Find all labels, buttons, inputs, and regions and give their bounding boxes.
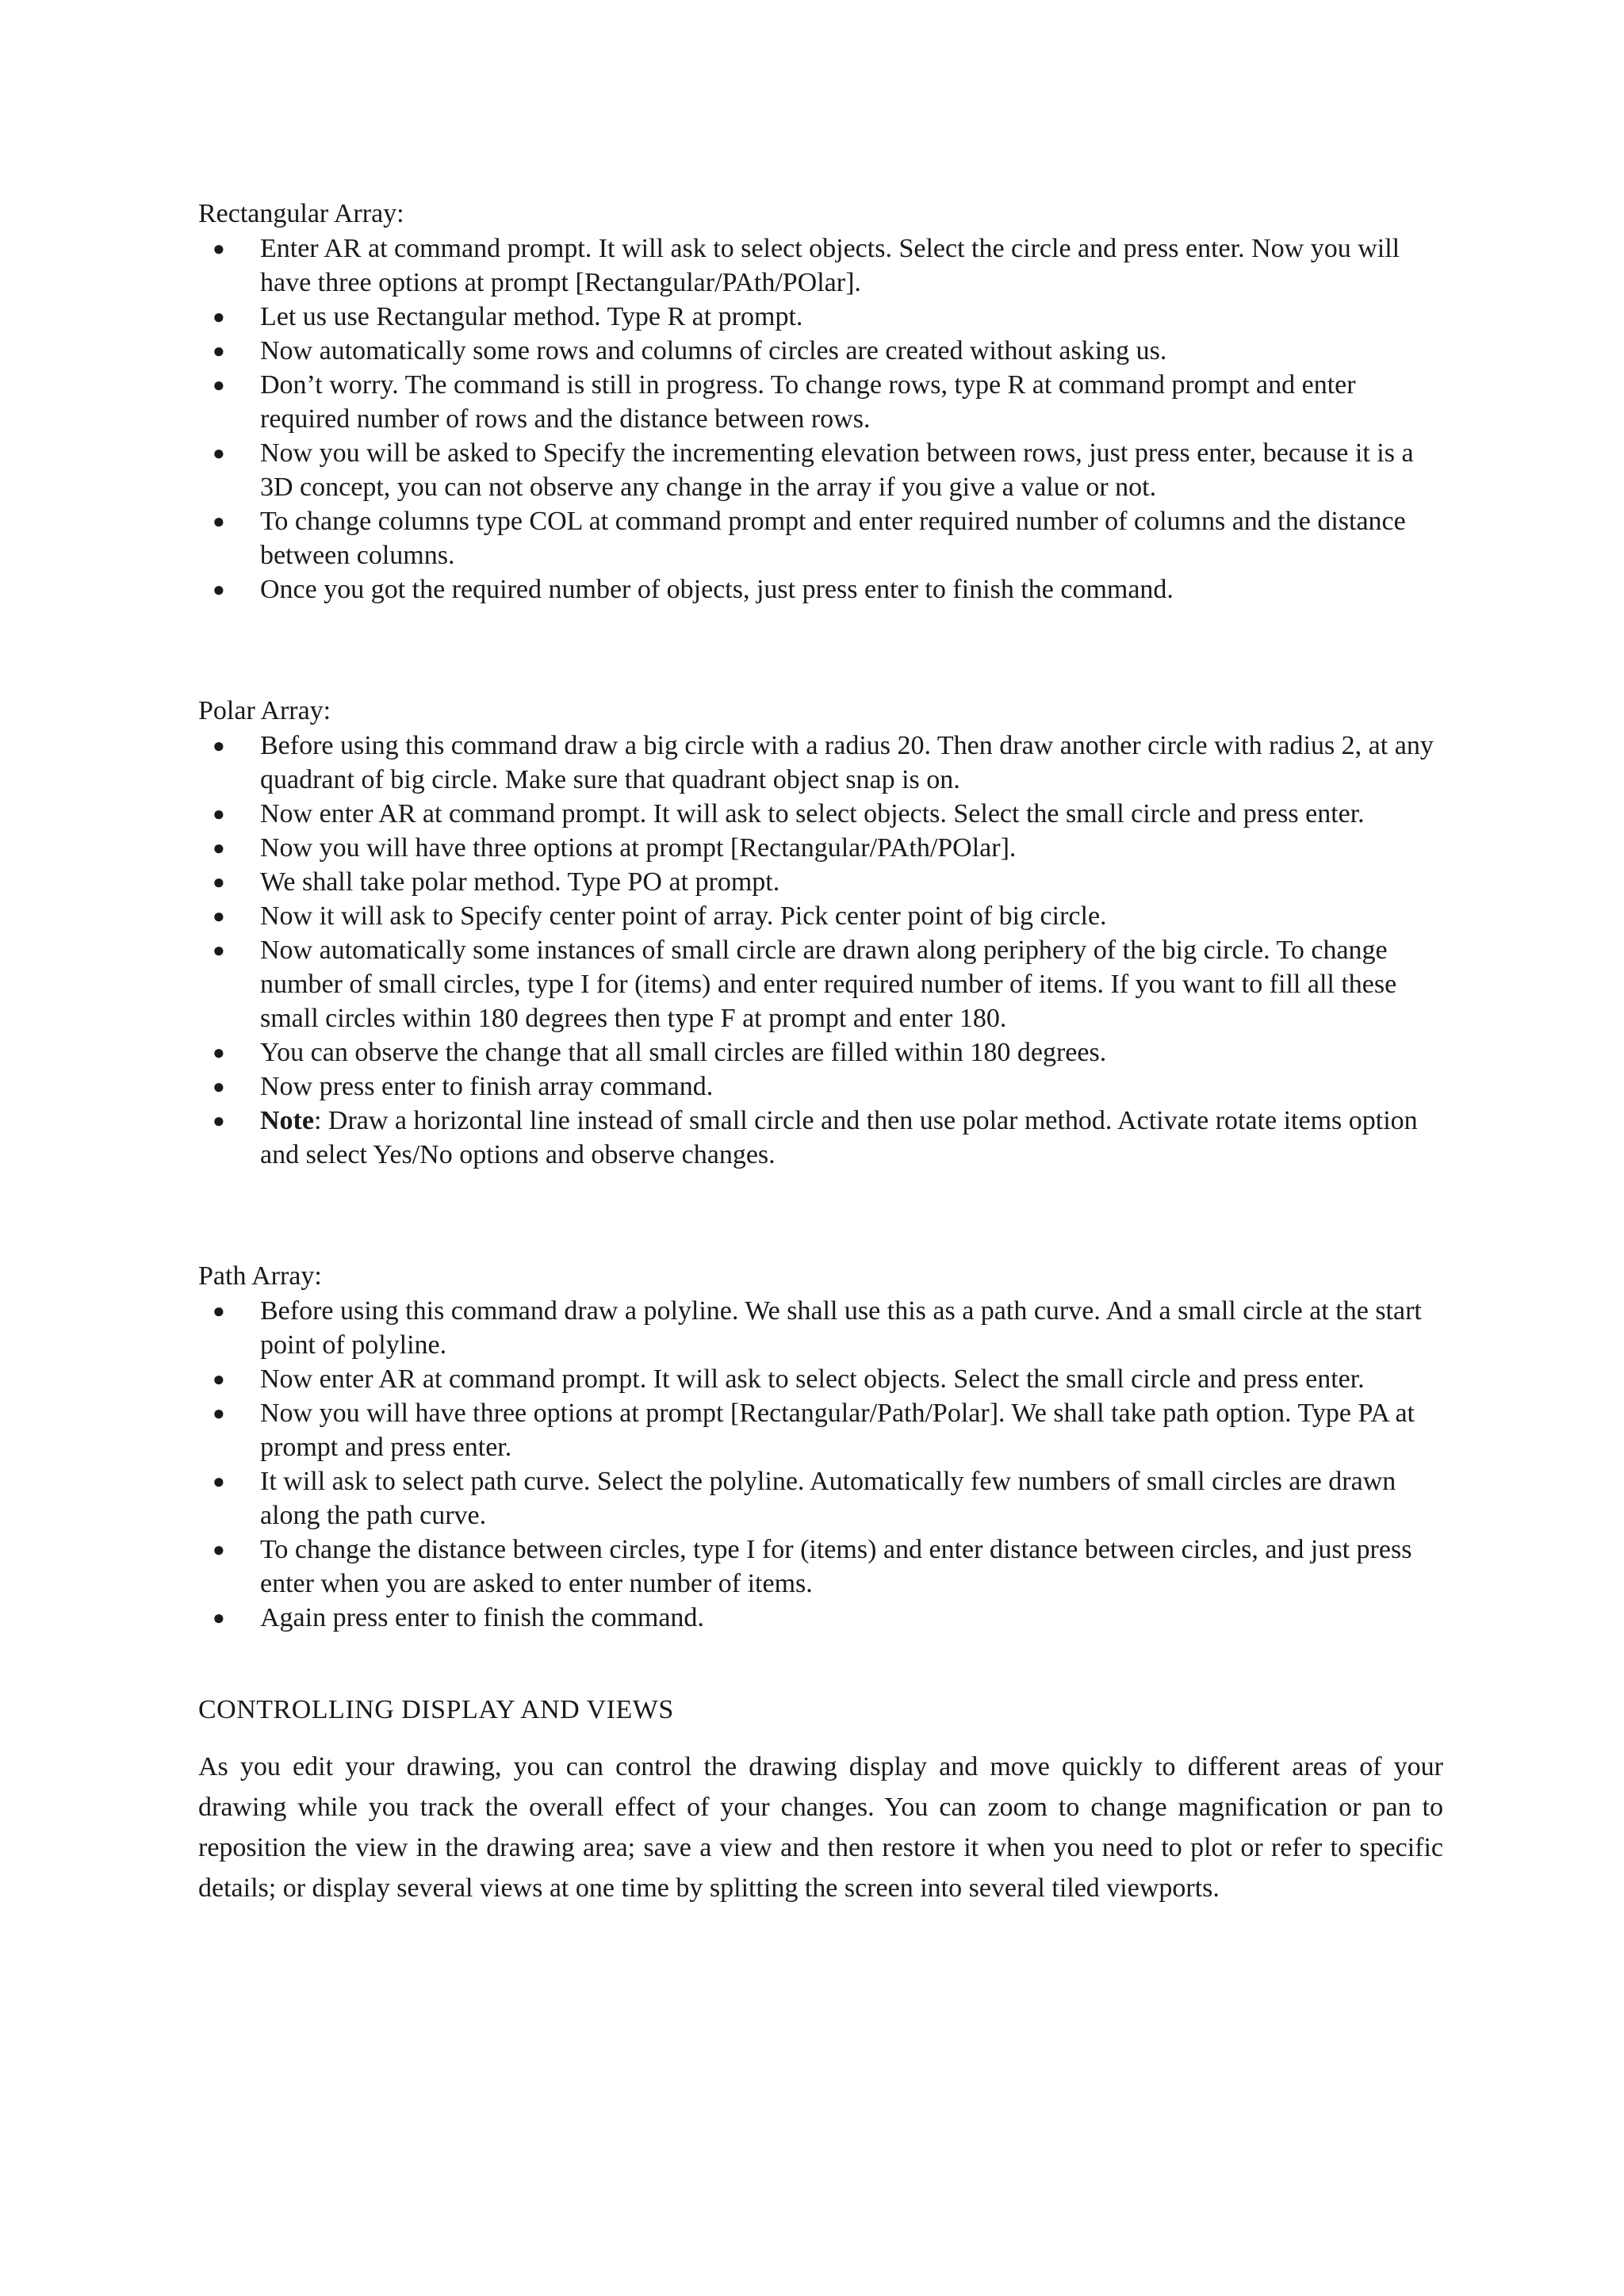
list-item-text: Don’t worry. The command is still in progress. To change rows, type R at command prompt and enter required number of rows and the distance between rows. xyxy=(260,370,1356,434)
list-item-text: Now automatically some instances of small circle are drawn along periphery of the big circle. To change number of small circles, type I for (items) and enter required number of items. If you want to fill all these small circles within 180 degrees then type F at prompt and enter 180. xyxy=(260,936,1397,1033)
list-item xyxy=(198,1362,1443,1396)
bullet-icon: ● xyxy=(213,871,225,894)
bullet-icon: ● xyxy=(213,1538,225,1561)
list-item-text: Let us use Rectangular method. Type R at prompt. xyxy=(260,302,803,331)
note-text: : Draw a horizontal line instead of small circle and then use polar method. Activate rotate items option and select Yes/No options and observe changes. xyxy=(260,1106,1418,1169)
path-array-heading: Path Array: xyxy=(198,1261,322,1291)
list-item-text: Now automatically some rows and columns of circles are created without asking us. xyxy=(260,336,1167,365)
polar-array-list xyxy=(198,729,1443,1172)
bullet-icon: ● xyxy=(213,1470,225,1493)
bullet-icon: ● xyxy=(213,373,225,396)
bullet-icon: ● xyxy=(213,305,225,328)
list-item-text: Before using this command draw a big circle with a radius 20. Then draw another circle with radius 2, at any quadrant of big circle. Make sure that quadrant object snap is on. xyxy=(260,731,1434,794)
list-item xyxy=(198,1070,1443,1104)
list-item-text: Now press enter to finish array command. xyxy=(260,1072,714,1101)
list-item xyxy=(198,334,1443,368)
list-item-text: Now you will be asked to Specify the incrementing elevation between rows, just press enter, because it is a 3D concept, you can not observe any change in the array if you give a value or not. xyxy=(260,438,1414,502)
list-item xyxy=(198,368,1443,436)
bullet-icon: ● xyxy=(213,734,225,757)
bullet-icon: ● xyxy=(213,905,225,928)
bullet-icon: ● xyxy=(213,237,225,260)
bullet-icon: ● xyxy=(213,339,225,362)
list-item xyxy=(198,1396,1443,1464)
rectangular-array-list xyxy=(198,232,1443,607)
list-item xyxy=(198,729,1443,797)
path-array-list xyxy=(198,1294,1443,1635)
list-item xyxy=(198,899,1443,933)
bullet-icon: ● xyxy=(213,442,225,465)
bullet-icon: ● xyxy=(213,1368,225,1391)
list-item xyxy=(198,300,1443,334)
list-item-text: Now it will ask to Specify center point of array. Pick center point of big circle. xyxy=(260,901,1107,931)
rectangular-array-heading: Rectangular Array: xyxy=(198,199,404,228)
list-item xyxy=(198,1533,1443,1601)
list-item-text: Once you got the required number of objects, just press enter to finish the command. xyxy=(260,575,1174,604)
list-item-text: Again press enter to finish the command. xyxy=(260,1603,704,1632)
list-item-text: Now enter AR at command prompt. It will ask to select objects. Select the small circle and press enter. xyxy=(260,1364,1365,1394)
bullet-icon: ● xyxy=(213,802,225,825)
list-item xyxy=(198,1294,1443,1362)
document-page xyxy=(198,197,1443,1908)
list-item xyxy=(198,572,1443,607)
list-item xyxy=(198,797,1443,831)
list-item-text: To change the distance between circles, type I for (items) and enter distance between circles, and just press enter when you are asked to enter number of items. xyxy=(260,1535,1412,1598)
list-item-text: You can observe the change that all small circles are filled within 180 degrees. xyxy=(260,1038,1107,1067)
list-item xyxy=(198,1035,1443,1070)
bullet-icon: ● xyxy=(213,939,225,962)
list-item xyxy=(198,1601,1443,1635)
note-label: Note xyxy=(260,1106,314,1135)
list-item xyxy=(198,436,1443,504)
bullet-icon: ● xyxy=(213,1606,225,1629)
list-item xyxy=(198,1464,1443,1533)
bullet-icon: ● xyxy=(213,578,225,601)
list-item-text: To change columns type COL at command prompt and enter required number of columns and the distance between columns. xyxy=(260,507,1406,570)
list-item-text: Enter AR at command prompt. It will ask to select objects. Select the circle and press enter. Now you will have three options at prompt [Rectangular/PAth/POlar]. xyxy=(260,234,1400,297)
list-item-text: Before using this command draw a polyline. We shall use this as a path curve. And a small circle at the start point of polyline. xyxy=(260,1296,1422,1360)
bullet-icon: ● xyxy=(213,510,225,533)
bullet-icon: ● xyxy=(213,836,225,859)
list-item xyxy=(198,865,1443,899)
list-item-text: Now you will have three options at prompt [Rectangular/PAth/POlar]. xyxy=(260,833,1017,863)
list-item xyxy=(198,933,1443,1035)
bullet-icon: ● xyxy=(213,1041,225,1064)
bullet-icon: ● xyxy=(213,1402,225,1425)
list-item-text: We shall take polar method. Type PO at prompt. xyxy=(260,867,780,897)
list-item xyxy=(198,504,1443,572)
bullet-icon: ● xyxy=(213,1109,225,1132)
controlling-display-heading: CONTROLLING DISPLAY AND VIEWS xyxy=(198,1695,674,1724)
list-item-text: It will ask to select path curve. Select the polyline. Automatically few numbers of small circles are drawn along the path curve. xyxy=(260,1467,1396,1530)
polar-array-heading: Polar Array: xyxy=(198,696,331,725)
list-item-text: Now you will have three options at prompt [Rectangular/Path/Polar]. We shall take path option. Type PA at prompt and press enter. xyxy=(260,1399,1415,1462)
bullet-icon: ● xyxy=(213,1299,225,1322)
controlling-display-paragraph: As you edit your drawing, you can control the drawing display and move quickly to different areas of your drawing while you track the overall effect of your changes. You can zoom to change magnification or pan to reposition the view in the drawing area; save a view and then restore it when you need to plot or refer to specific details; or display several views at one time by splitting the screen into several tiled viewports. xyxy=(198,1752,1443,1903)
bullet-icon: ● xyxy=(213,1075,225,1098)
list-item xyxy=(198,831,1443,865)
list-item xyxy=(198,232,1443,300)
list-item-text: Now enter AR at command prompt. It will ask to select objects. Select the small circle and press enter. xyxy=(260,799,1365,828)
note-item xyxy=(198,1104,1443,1172)
